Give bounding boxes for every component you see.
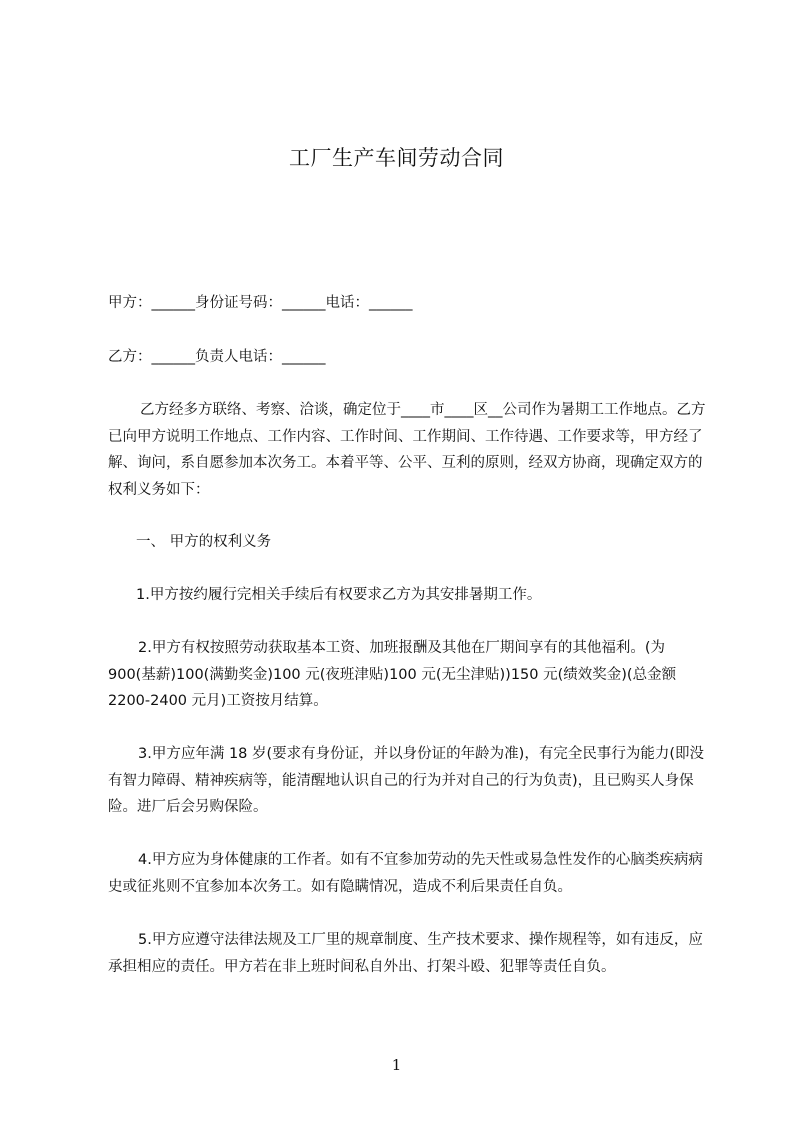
party-a-line: 甲方：______身份证号码：______电话：______ — [108, 295, 413, 311]
clause-3: 3.甲方应年满 18 岁(要求有身份证，并以身份证的年龄为准)，有完全民事行为能力(即没有智力障碍、精神疾病等，能清醒地认识自己的行为并对自己的行为负责)，且已购买人身保险。进厂后会另购保险。 — [108, 746, 704, 815]
clause-1: 1.甲方按约履行完相关手续后有权要求乙方为其安排暑期工作。 — [136, 587, 542, 603]
clause-5: 5.甲方应遵守法律法规及工厂里的规章制度、生产技术要求、操作规程等，如有违反，应承担相应的责任。甲方若在非上班时间私自外出、打架斗殴、犯罪等责任自负。 — [108, 932, 703, 975]
page-number: 1 — [391, 1056, 402, 1074]
clause-2: 2.甲方有权按照劳动获取基本工资、加班报酬及其他在厂期间享有的其他福利。(为 900(基薪)100(满勤奖金)100 元(夜班津贴)100 元(无尘津贴))150 元(绩效奖金)(总金额 2200-2400 元月)工资按月结算。 — [108, 640, 677, 709]
party-b-line: 乙方：______负责人电话：______ — [108, 349, 326, 365]
intro-paragraph: 乙方经多方联络、考察、洽谈，确定位于____市____区__公司作为暑期工工作地点。乙方已向甲方说明工作地点、工作内容、工作时间、工作期间、工作待遇、工作要求等，甲方经了解、询问，系自愿参加本次务工。本着平等、公平、互利的原则，经双方协商，现确定双方的权利义务如下： — [108, 402, 706, 498]
document-title: 工厂生产车间劳动合同 — [289, 146, 504, 170]
section-heading: 一、 甲方的权利义务 — [136, 534, 272, 550]
clause-4: 4.甲方应为身体健康的工作者。如有不宜参加劳动的先天性或易急性发作的心脑类疾病病史或征兆则不宜参加本次务工。如有隐瞒情况，造成不利后果责任自负。 — [108, 852, 703, 895]
